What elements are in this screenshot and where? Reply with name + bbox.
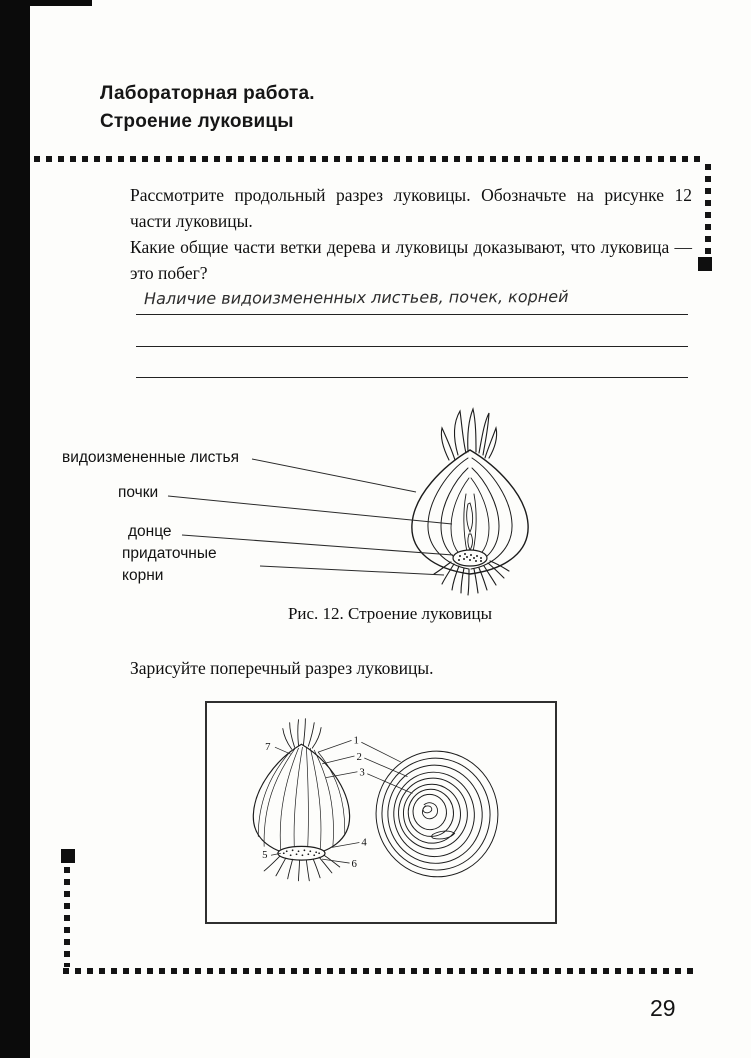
page-number: 29 [650,995,676,1021]
onion-sections-drawing [207,703,555,922]
dotted-border-right [705,164,711,256]
dotted-border-bottom-left [64,867,70,967]
figure-number-7: 7 [265,741,271,754]
answer-line-3 [136,377,688,378]
handwritten-answer: Наличие видоизмененных листьев, почек, корней [143,286,569,309]
figure-number-6: 6 [351,858,357,871]
student-drawing-box [205,701,557,924]
task1-text [130,182,692,286]
onion-bulb-outline [412,409,528,574]
task1-paragraph-2: Какие общие части ветки дерева и луковицы доказывают, что луковица — это побег? [130,237,692,283]
title-line-1: Лабораторная работа. [100,83,315,104]
answer-line-2 [136,346,688,347]
figure-label-buds: почки [118,484,159,501]
title-line-2: Строение луковицы [100,111,294,132]
scan-artifact [30,0,92,6]
corner-marker-bottom-left [61,849,75,863]
figure-number-3: 3 [359,766,365,779]
figure-number-4: 4 [361,836,367,849]
binding-edge [0,0,30,1058]
task1-paragraph-1: Рассмотрите продольный разрез луковицы. Обозначьте на рисунке 12 части луковицы. [130,185,692,231]
figure-caption: Рис. 12. Строение луковицы [287,604,493,623]
figure-number-5: 5 [262,849,268,862]
drawn-cross-section [368,743,506,884]
dotted-border-top [34,156,702,162]
dotted-border-bottom [63,968,693,974]
corner-marker-right [698,257,712,271]
figure-label-adventitious: придаточные [122,545,217,562]
drawn-bulb [253,719,349,860]
task2-instruction: Зарисуйте поперечный разрез луковицы. [130,658,434,678]
answer-line-1 [136,314,688,315]
figure-label-modified-leaves: видоизмененные листья [62,449,239,466]
figure-number-1: 1 [353,734,359,747]
page-title [100,80,315,136]
figure-label-roots: корни [122,567,164,584]
figure-label-basal-plate: донце [128,523,172,540]
figure-number-2: 2 [356,750,362,763]
